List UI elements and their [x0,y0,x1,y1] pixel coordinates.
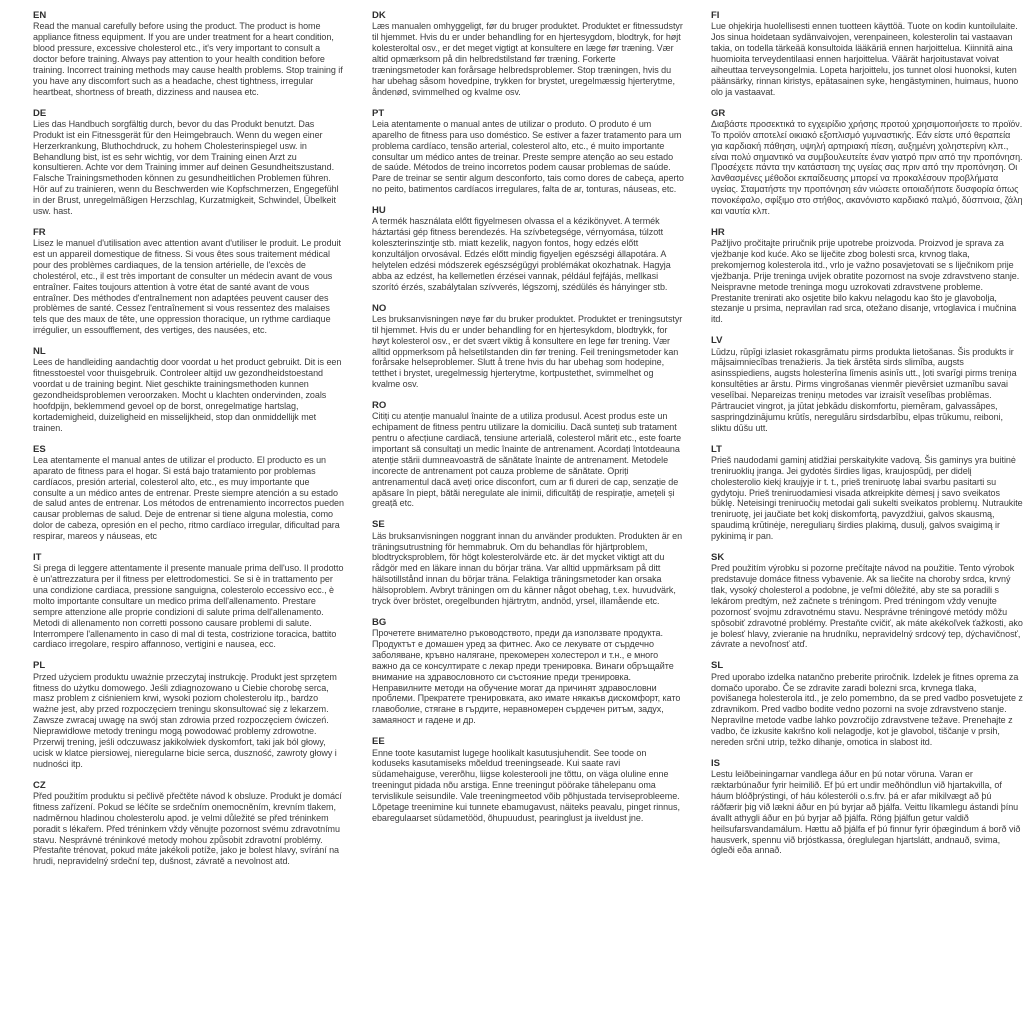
lang-code-gr: GR [711,107,726,119]
section-text-sk: Pred použitím výrobku si pozorne prečítajte návod na použitie. Tento výrobok predstavuje domáce fitness vybavenie. Ak sa liečite na choroby srdca, krvný tlak, vysoký cholesterol a podobne, je veľmi dôležité, aby ste sa poradili s lekárom predtým, než začnete s tréningom. Pred tréningom vždy venujte pozornosť svojmu zdravotnému stavu. Nesprávne tréningové metódy môžu spôsobiť zdravotné problémy. Prestaňte cvičiť, ak máte akékoľvek ťažkosti, ako je bolesť hlavy, zvieranie na hrudníku, nepravidelný srdcový tep, dýchavičnosť, závrate a nevoľnosť atď. [711,563,1023,650]
section-hu [372,205,684,293]
section-text-hr: Pažljivo pročitajte priručnik prije upotrebe proizvoda. Proizvod je sprava za vježbanje kod kuće. Ako se liječite zbog bolesti srca, krvnog tlaka, prekomjernog kolesterola itd., vrlo je važno posavjetovati se s liječnikom prije vježbanja. Prije treninga uvijek obratite pozornost na svoje zdravstveno stanje. Neispravne metode treninga mogu uzrokovati zdravstvene probleme. Prestanite trenirati ako osjetite bilo kakvu nelagodu kao što je glavobolja, stezanje u prsima, nepravilan rad srca, otežano disanje, vrtoglavica i mučnina itd. [711,238,1020,325]
section-text-de: Lies das Handbuch sorgfältig durch, bevor du das Produkt benutzt. Das Produkt ist ein Fitnessgerät für den Heimgebrauch. Wenn du wegen einer Herzerkrankung, Bluthochdruck, zu hohem Cholesterinspiegel usw. in Behandlung bist, ist es sehr wichtig, vor dem Training einen Arzt zu konsultieren. Achte vor dem Training immer auf deinen Gesundheitszustand. Falsche Trainingsmethoden können zu gesundheitlichen Problemen führen. Hör auf zu trainieren, wenn du Beschwerden wie Kopfschmerzen, Engegefühl in der Brust, unregelmäßigen Herzschlag, Kurzatmigkeit, Schwindel, Übelkeit usw. hast. [33,118,339,216]
section-fr [33,227,345,336]
section-de [33,108,345,217]
section-pt [372,108,684,196]
section-text-en: Read the manual carefully before using the product. The product is home appliance fitness equipment. If you are under treatment for a heart condition, blood pressure, excessive cholesterol etc., it's very important to consult a doctor before training. Always pay attention to your health condition before training. Incorrect training methods may cause health problems. Stop training if you have any discomfort such as a headache, chest tightness, irregular heartbeat, shortness of breath, dizziness and nausea etc. [33,21,343,97]
section-text-fi: Lue ohjekirja huolellisesti ennen tuotteen käyttöä. Tuote on kodin kuntoilulaite. Jos sinua hoidetaan sydänvaivojen, verenpaineen, kolesterolin tai vastaavan takia, on todella tärkeää konsultoida lääkäriä ennen harjoittelua. Kiinnitä aina huomioita terveydentilaasi ennen harjoittelua. Väärät harjoitustavat voivat aiheuttaa terveysongelmia. Lopeta harjoittelu, jos tunnet olosi huonoksi, kuten päänsärky, rinnan kiristys, epätasainen syke, hengästyminen, huimaus, huono olo ja vastaavat. [711,21,1019,97]
column-right [711,10,1023,1024]
section-ro [372,400,684,509]
lang-code-cz: CZ [33,779,46,791]
section-es [33,444,345,542]
lang-code-it: IT [33,551,42,563]
lang-code-pt: PT [372,107,385,119]
section-dk [372,10,684,98]
lang-code-en: EN [33,10,47,21]
section-text-nl: Lees de handleiding aandachtig door voordat u het product gebruikt. Dit is een fitnesstoestel voor thuisgebruik. Controleer altijd uw gezondheidstoestand voordat u de training begint. Niet geschikte trainingsmethoden kunnen gezondheidsproblemen veroorzaken. Mocht u klachten ondervinden, zoals hoofdpijn, beklemmend gevoel op de borst, onregelmatige hartslag, kortademigheid, duizeligheid en misselijkheid, stop dan onmiddellijk met trainen. [33,357,342,433]
section-bg [372,617,684,726]
lang-code-nl: NL [33,346,46,358]
section-text-pl: Przed użyciem produktu uważnie przeczytaj instrukcję. Produkt jest sprzętem fitness do użytku domowego. Jeśli zdiagnozowano u Ciebie chorobę serca, masz problem z ciśnieniem krwi, wysoki poziom cholesterolu itp., bardzo ważne jest, aby przed rozpoczęciem treningu skonsultować się z lekarzem. Zawsze zwracaj uwagę na swój stan zdrowia przed rozpoczęciem ćwiczeń. Nieprawidłowe metody treningu mogą powodować problemy zdrowotne. Przerwij trening, jeśli odczuwasz jakikolwiek dyskomfort, taki jak ból głowy, ucisk w klatce piersiowej, nieregularne bicie serca, duszność, zawroty głowy i nudności itp. [33,671,337,769]
column-left [33,10,345,1024]
section-text-cz: Před použitím produktu si pečlivě přečtěte návod k obsluze. Produkt je domácí fitness zařízení. Pokud se léčíte se srdečním onemocněním, krevním tlakem, nadměrnou hladinou cholesterolu apod. je velmi důležité se před tréninkem poradit s lékařem. Před tréninkem vždy věnujte pozornost svému zdravotnímu stavu. Nesprávné tréninkové metody mohou způsobit zdravotní problémy. Přestaňte trénovat, pokud máte jakékoli potíže, jako je bolest hlavy, svírání na hrudi, nepravidelný srdeční tep, dušnost, závratě a nevolnost atd. [33,791,342,867]
lang-code-de: DE [33,107,47,119]
column-middle [372,10,684,1024]
section-sk [711,552,1023,650]
section-text-no: Les bruksanvisningen nøye før du bruker produktet. Produktet er treningsutstyr til hjemmet. Hvis du er under behandling for en hjertesykdom, blodtrykk, for høyt kolesterol osv., er det svært viktig å konsultere en lege før trening. Vær alltid oppmerksom på helsetilstanden din før trening. Feil treningsmetoder kan forårsake helseproblemer. Slutt å trene hvis du har ubehag som hodepine, tetthet i brystet, uregelmessig hjerterytme, kortpustethet, svimmelhet og kvalme osv. [372,313,683,390]
section-text-es: Lea atentamente el manual antes de utilizar el producto. El producto es un aparato de fitness para el hogar. Si está bajo tratamiento por problemas cardíacos, presión arterial, colesterol alto, etc., es muy importante que consulte a un médico antes de entrenar. Preste siempre atención a su estado de salud antes de entrenar. Los métodos de entrenamiento incorrectos pueden causar problemas de salud. Deje de entrenar si tiene alguna molestia, como dolor de cabeza, opresión en el pecho, ritmo cardíaco irregular, dificultad para respirar, mareos y náuseas, etc [33,454,344,542]
section-cz [33,780,345,868]
lang-code-fr: FR [33,226,46,238]
section-lv [711,335,1023,433]
lang-code-hr: HR [711,226,725,238]
lang-code-hu: HU [372,205,386,217]
section-text-sl: Pred uporabo izdelka natančno preberite priročnik. Izdelek je fitnes oprema za domačo uporabo. Če se zdravite zaradi bolezni srca, krvnega tlaka, povišanega holesterola itd., je zelo pomembno, da se pred vadbo posvetujete z zdravnikom. Pred vadbo bodite vedno pozorni na svoje zdravstveno stanje. Nepravilne metode vadbe lahko povzročijo zdravstvene težave. Prenehajte z vadbo, če izkusite kakršno koli nelagodje, kot je glavobol, tiščanje v prsih, nereden srčni utrip, težko dihanje, omotica in slabost itd. [711,671,1023,747]
section-fi [711,10,1023,98]
section-lt [711,444,1023,542]
section-text-ee: Enne toote kasutamist lugege hoolikalt kasutusjuhendit. See toode on koduseks kasutamiseks mõeldud treeningseade. Kui saate ravi südamehaiguse, vererõhu, liigse kolesterooli jne tõttu, on väga oluline enne treeningut pidada nõu arstiga. Enne treeningut pöörake tähelepanu oma tervislikule seisundile. Vale treeningmeetod võib põhjustada terviseprobleeme. Lõpetage treenimine kui tunnete ebamugavust, näiteks peavalu, pinget rinnus, ebaregulaarset südametööd, õhupuudust, pearinglust ja iiveldust jne. [372,747,680,823]
section-text-bg: Прочетете внимателно ръководството, преди да използвате продукта. Продуктът е домашен уред за фитнес. Ако се лекувате от сърдечно заболяване, кръвно налягане, прекомерен холестерол и т.н., е много важно да се консултирате с лекар преди тренировка. Винаги обръщайте внимание на здравословното си състояние преди тренировка. Неправилните методи на обучение могат да причинят здравословни проблеми. Прекратете тренировката, ако имате някакъв дискомфорт, като главоболие, стягане в гърдите, неравномерен сърдечен ритъм, задух, замаяност и гадене и др. [372,628,681,726]
lang-code-lv: LV [711,335,723,347]
section-gr [711,108,1023,217]
section-nl [33,346,345,434]
lang-code-se: SE [372,519,385,531]
section-pl [33,660,345,769]
lang-code-no: NO [372,302,387,314]
section-ee [372,736,684,824]
lang-code-es: ES [33,443,46,455]
lang-code-ro: RO [372,400,387,412]
lang-code-pl: PL [33,660,46,672]
lang-code-is: IS [711,757,720,769]
section-text-is: Lestu leiðbeiningarnar vandlega áður en þú notar vöruna. Varan er ræktarbúnaður fyrir heimilið. Ef þú ert undir meðhöndlun við hjartakvilla, of háum blóðþrýstingi, of háu kólesteróli o.s.frv. þá er afar mikilvægt að þú ráðfærir þig við lækni áður en þú byrjar að þjálfa. Veittu líkamlegu ástandi þínu ávallt athygli áður en þú byrjar að þjálfa. Röng þjálfun getur valdið heilsufarsvandamálum. Hættu að þjálfa ef þú finnur fyrir óþægindum á borð við hausverk, spennu við brjóstkassa, óreglulegan hjartslátt, andnauð, svima, ógleði eða annað. [711,769,1021,856]
section-text-lv: Lūdzu, rūpīgi izlasiet rokasgrāmatu pirms produkta lietošanas. Šis produkts ir mājsaimniecības trenažieris. Ja tiek ārstēta sirds slimība, augsts asinsspiediens, augsts holesterīna līmenis asinīs utt., ļoti svarīgi pirms treniņa konsultēties ar ārstu. Pirms vingrošanas vienmēr pievērsiet uzmanību savai veselībai. Nepareizas treniņu metodes var izraisīt veselības problēmas. Pārtrauciet vingrot, ja jūtat jebkādu diskomfortu, piemēram, galvassāpes, saspringdzinājumu krūtīs, neregulāru sirdsdarbību, elpas trūkumu, reiboni, sliktu dūšu utt. [711,346,1017,433]
section-text-pt: Leia atentamente o manual antes de utilizar o produto. O produto é um aparelho de fitness para uso doméstico. Se estiver a fazer tratamento para um problema cardíaco, tensão arterial, colesterol alto, etc., é muito importante consultar um médico antes de treinar. Preste sempre atenção ao seu estado de saúde. Métodos de treino incorretos podem causar problemas de saúde. Pare de treinar se sentir algum desconforto, tais como dores de cabeça, aperto no peito, batimentos cardíacos irregulares, falta de ar, tonturas, náuseas, etc. [372,118,684,195]
lang-code-dk: DK [372,10,386,21]
lang-code-lt: LT [711,443,722,455]
section-text-lt: Prieš naudodami gaminį atidžiai perskaitykite vadovą. Šis gaminys yra buitinė treniruoklių įranga. Jei gydotės širdies ligas, kraujospūdį, per didelį cholesterolio kiekį kraujyje ir t. t., prieš treniruotę labai svarbu pasitarti su gydytoju. Prieš treniruodamiesi visada atkreipkite dėmesį į savo sveikatos būklę. Neteisingi treniruočių metodai gali sukelti sveikatos problemų. Nutraukite treniruotę, jei jaučiate bet kokį diskomfortą, pavyzdžiui, galvos skausmą, spaudimą krūtinėje, nereguliarų širdies plakimą, dusulį, galvos svaigimą ir pykinimą ir pan. [711,454,1023,542]
section-it [33,552,345,650]
section-se [372,519,684,607]
section-is [711,758,1023,856]
section-en [33,10,345,98]
section-text-dk: Læs manualen omhyggeligt, før du bruger produktet. Produktet er fitnessudstyr til hjemmet. Hvis du er under behandling for en hjertesygdom, blodtryk, for højt kolesteroltal osv., er det meget vigtigt at konsultere en læge før træning. Vær altid opmærksom på din helbredstilstand før træning. Forkerte træningsmetoder kan forårsage helbredsproblemer. Stop træningen, hvis du har ubehag såsom hovedpine, trykken for brystet, uregelmæssig hjerterytme, åndenød, svimmelhed og kvalme osv. [372,21,683,97]
lang-code-ee: EE [372,736,385,748]
section-no [372,303,684,391]
section-text-ro: Citiți cu atenție manualul înainte de a utiliza produsul. Acest produs este un echipament de fitness pentru utilizare la domiciliu. Dacă sunteți sub tratament pentru o afecțiune cardiacă, tensiune arterială, colesterol mărit etc., este foarte important să consultați un medic înainte de antrenament. Acordați întotdeauna atenție stării dumneavoastră de sănătate înainte de antrenament. Metodele incorecte de antrenament pot cauza probleme de sănătate. Opriți antrenamentul dacă aveți orice disconfort, cum ar fi dureri de cap, senzație de apăsare în piept, bătăi neregulate ale inimii, dificultăți de respirație, amețeli și greață etc. [372,411,682,509]
section-text-se: Läs bruksanvisningen noggrant innan du använder produkten. Produkten är en träningsutrustning för hemmabruk. Om du behandlas för hjärtproblem, blodtrycksproblem, för högt kolesterolvärde etc. är det mycket viktigt att du rådgör med en läkare innan du börjar träna. Var alltid uppmärksam på ditt hälsotillstånd innan du börjar träna. Felaktiga träningsmetoder kan orsaka hälsoproblem. Avbryt träningen om du känner något obehag, t.ex. huvudvärk, tryck över bröstet, oregelbunden hjärtrytm, andnöd, yrsel, illamående etc. [372,530,683,606]
section-hr [711,227,1023,325]
lang-code-sl: SL [711,660,724,672]
lang-code-bg: BG [372,616,387,628]
lang-code-sk: SK [711,551,725,563]
section-sl [711,660,1023,748]
section-text-fr: Lisez le manuel d'utilisation avec attention avant d'utiliser le produit. Le produit est un appareil domestique de fitness. Si vous êtes sous traitement médical pour des problèmes cardiaques, de la tension artérielle, de l'excès de cholestérol, etc., il est très important de consulter un médecin avant de vous entraîner. Faites toujours attention à votre état de santé avant de vous entraîner. Des méthodes d'entraînement non adaptées peuvent causer des problèmes de santé. Cessez l'entraînement si vous ressentez des malaises tels que des maux de tête, une oppression thoracique, un rythme cardiaque irrégulier, un essoufflement, des vertiges, des nausées, etc. [33,238,341,336]
section-text-hu: A termék használata előtt figyelmesen olvassa el a kézikönyvet. A termék háztartási gép fitness berendezés. Ha szívbetegsége, vérnyomása, túlzott koleszterinszintje stb. miatt kezelik, nagyon fontos, hogy edzés előtt konzultáljon orvosával. Edzés előtt mindig figyeljen egészségi állapotára. A helytelen edzési módszerek egészségügyi problémákat okozhatnak. Hagyja abba az edzést, ha kellemetlen érzései vannak, például fejfájás, mellkasi szorító érzés, szabálytalan szívverés, légszomj, szédülés és hányinger stb. [372,216,671,292]
section-text-gr: Διαβάστε προσεκτικά το εγχειρίδιο χρήσης προτού χρησιμοποιήσετε το προϊόν. Το προϊόν αποτελεί οικιακό εξοπλισμό γυμναστικής. Εάν είστε υπό θεραπεία για καρδιακή πάθηση, υψηλή αρτηριακή πίεση, αυξημένη χοληστερίνη κλπ., είναι πολύ σημαντικό να συμβουλευτείτε έναν γιατρό πριν από την προπόνηση. Προσέχετε πάντα την κατάσταση της υγείας σας πριν από την προπόνηση. Οι λανθασμένες μέθοδοι εκπαίδευσης μπορεί να προκαλέσουν προβλήματα υγείας. Σταματήστε την προπόνηση εάν νιώσετε οποιαδήποτε δυσφορία όπως πονοκέφαλο, σφίξιμο στο στήθος, ακανόνιστο καρδιακό παλμό, δύσπνοια, ζάλη και ναυτία κλπ. [711,118,1023,216]
section-text-it: Si prega di leggere attentamente il presente manuale prima dell'uso. Il prodotto è un'attrezzatura per il fitness per elettrodomestici. Se si è in trattamento per una condizione cardiaca, pressione sanguigna, colesterolo eccessivo ecc., è molto importante consultare un medico prima dell'allenamento. Prestare sempre attenzione alle proprie condizioni di salute prima dell'allenamento. Metodi di allenamento non corretti possono causare problemi di salute. Interrompere l'allenamento in caso di mal di testa, costrizione toracica, battito cardiaco irregolare, respiro affannoso, vertigini e nausea, ecc. [33,563,344,650]
lang-code-fi: FI [711,10,720,21]
